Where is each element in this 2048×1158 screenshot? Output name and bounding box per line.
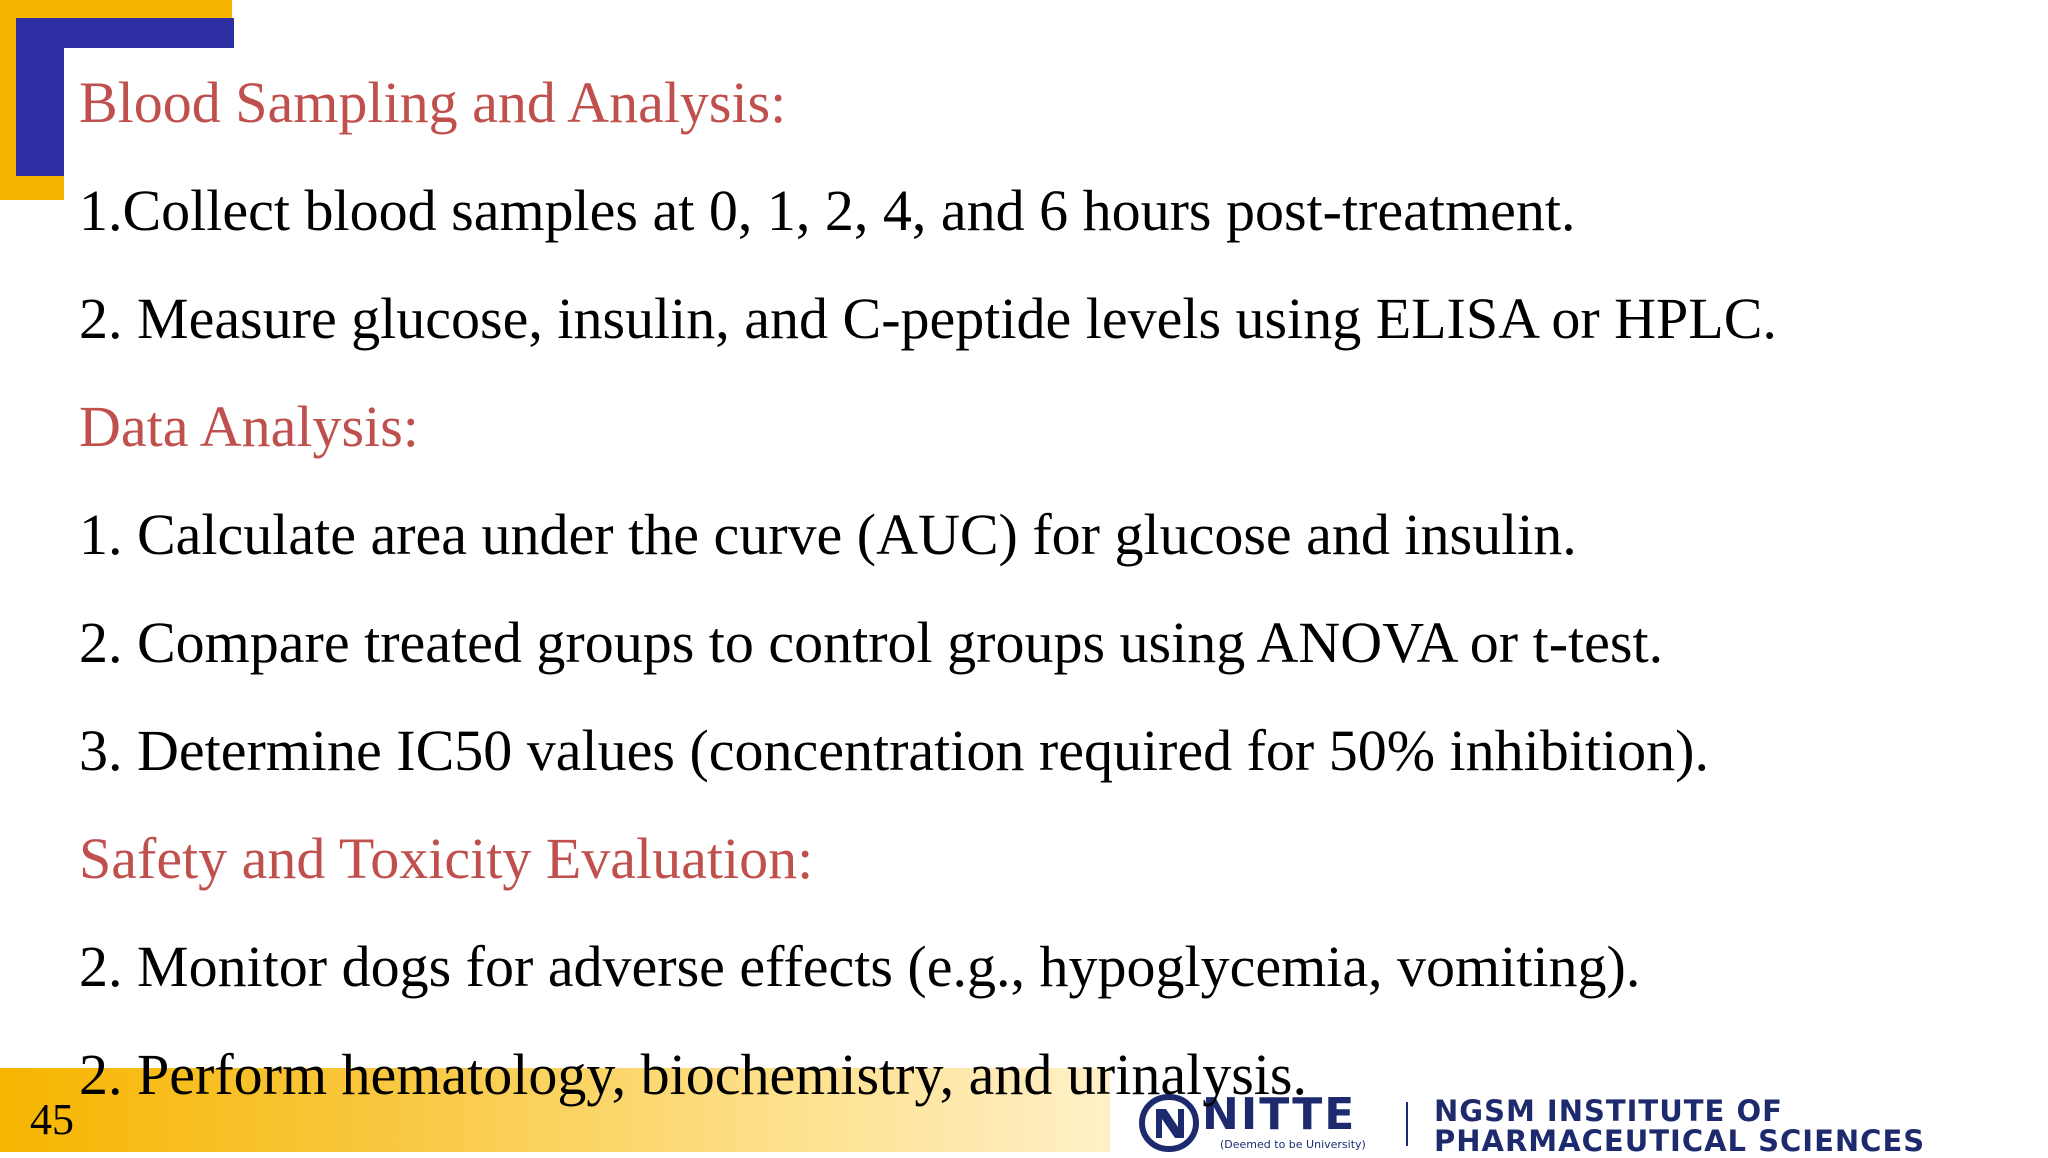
list-item: 2. Perform hematology, biochemistry, and urinalysis.	[79, 1042, 1307, 1107]
section-heading-safety-toxicity: Safety and Toxicity Evaluation:	[79, 826, 814, 891]
logo-institute-line1: NGSM INSTITUTE OF	[1434, 1094, 1783, 1128]
logo-institute-name	[1434, 1096, 1925, 1156]
section-heading-blood-sampling: Blood Sampling and Analysis:	[79, 70, 787, 135]
page-number: 45	[30, 1095, 74, 1144]
logo-divider	[1406, 1102, 1408, 1146]
logo-institute-line2: PHARMACEUTICAL SCIENCES	[1434, 1124, 1926, 1158]
section-heading-data-analysis: Data Analysis:	[79, 394, 419, 459]
list-item: 2. Compare treated groups to control groups using ANOVA or t-test.	[79, 610, 1664, 675]
list-item: 1. Calculate area under the curve (AUC) for glucose and insulin.	[79, 502, 1577, 567]
corner-accent-blue-horizontal	[16, 18, 234, 48]
list-item: 2. Measure glucose, insulin, and C-peptide levels using ELISA or HPLC.	[79, 286, 1777, 351]
logo-brand-text: NITTE	[1202, 1089, 1357, 1140]
logo-brand-subtitle: (Deemed to be University)	[1220, 1138, 1366, 1151]
list-item: 2. Monitor dogs for adverse effects (e.g., hypoglycemia, vomiting).	[79, 934, 1641, 999]
list-item: 1.Collect blood samples at 0, 1, 2, 4, and 6 hours post-treatment.	[79, 178, 1576, 243]
list-item: 3. Determine IC50 values (concentration required for 50% inhibition).	[79, 718, 1709, 783]
